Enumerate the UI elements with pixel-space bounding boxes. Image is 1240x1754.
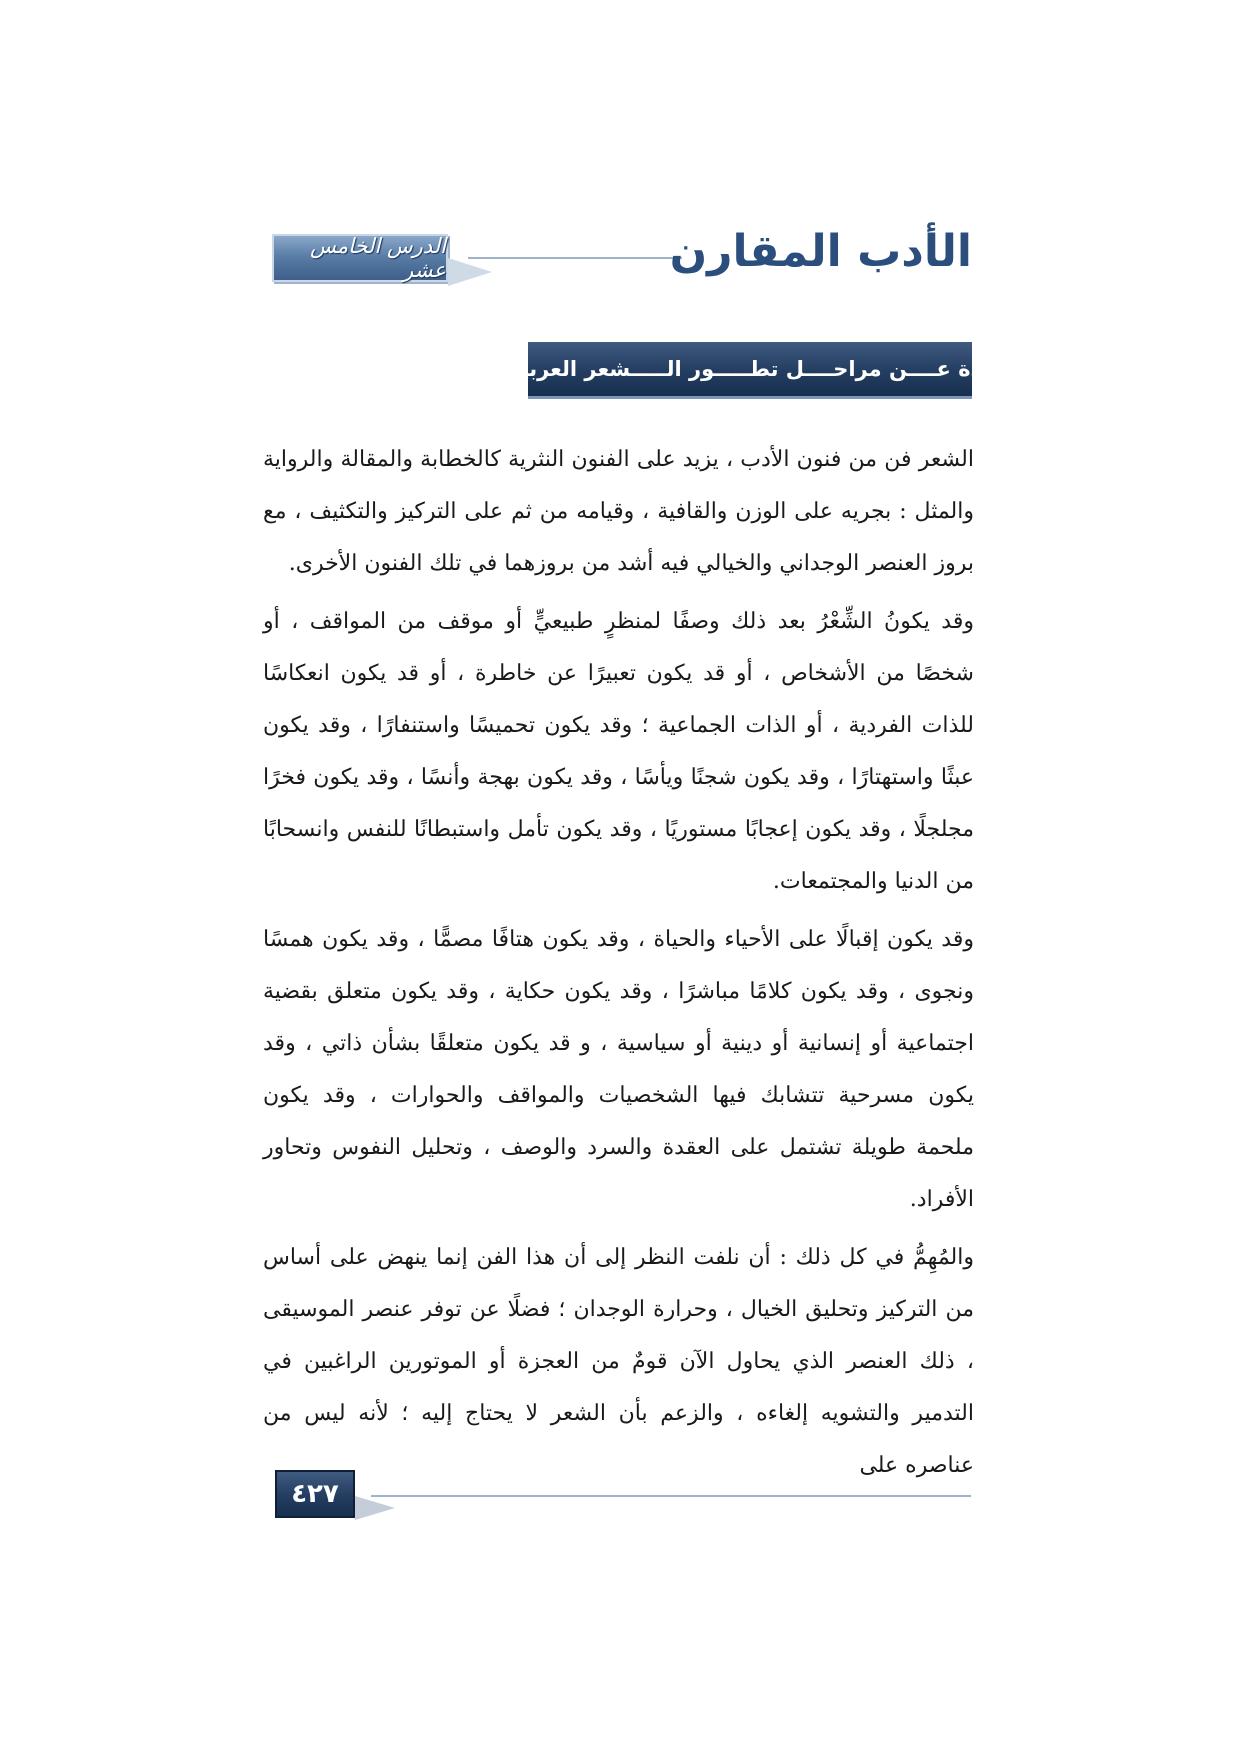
lesson-badge <box>272 234 448 282</box>
header-divider <box>468 257 682 259</box>
paragraph-3: وقد يكون إقبالًا على الأحياء والحياة ، وقد يكون هتافًا مصمًّا ، وقد يكون همسًا ونجوى ، وقد يكون كلامًا مباشرًا ، وقد يكون حكاية ، وقد يكون متعلق بقضية اجتماعية أو إنسانية أو دينية أو سياسية ، و قد يكون متعلقًا بشأن ذاتي ، وقد يكون مسرحية تتشابك فيها الشخصيات والمواقف والحوارات ، وقد يكون ملحمة طويلة تشتمل على العقدة والسرد والوصف ، وتحليل النفوس وتحاور الأفراد. <box>263 927 974 1212</box>
lesson-label: الدرس الخامس عشر <box>310 234 446 282</box>
section-banner <box>472 342 1028 399</box>
paragraph-4: والمُهِمُّ في كل ذلك : أن نلفت النظر إلى أن هذا الفن إنما ينهض على أساس من التركيز وتحليق الخيال ، وحرارة الوجدان ؛ فضلًا عن توفر عنصر الموسيقى ، ذلك العنصر الذي يحاول الآن قومٌ من العجزة أو الموتورين الراغبين في التدمير والتشويه إلغاءه ، والزعم بأن الشعر لا يحتاج إليه ؛ لأنه ليس من عناصره على <box>263 1245 975 1478</box>
page-header <box>272 228 972 288</box>
paragraph-1: الشعر فن من فنون الأدب ، يزيد على الفنون النثرية كالخطابة والمقالة والرواية والمثل : بجريه على الوزن والقافية ، وقيامه من ثم على التركيز والتكثيف ، مع بروز العنصر الوجداني والخيالي فيه أشد من بروزهما في تلك الفنون الأخرى. <box>263 447 974 576</box>
page-footer <box>275 1470 975 1522</box>
page-number: ٤٢٧ <box>291 1479 339 1509</box>
section-title: نبــــذة عــــن مراحــــل تطـــــور الـــــشعر العربـــــي <box>472 357 1028 381</box>
paragraph-2: وقد يكونُ الشِّعْرُ بعد ذلك وصفًا لمنظرٍ طبيعيٍّ أو موقف من المواقف ، أو شخصًا من الأشخاص ، أو قد يكون تعبيرًا عن خاطرة ، أو قد يكون انعكاسًا للذات الفردية ، أو الذات الجماعية ؛ وقد يكون تحميسًا واستنفارًا ، وقد يكون عبثًا واستهتارًا ، وقد يكون شجنًا ويأسًا ، وقد يكون بهجة وأنسًا ، وقد يكون فخرًا مجلجلًا ، وقد يكون إعجابًا مستوريًا ، وقد يكون تأمل واستبطانًا للنفس وانسحابًا من الدنيا والمجتمعات. <box>263 609 974 894</box>
footer-decoration-wedge <box>355 1496 395 1520</box>
footer-divider <box>371 1495 971 1497</box>
header-decoration-wedge <box>448 258 492 286</box>
book-title: الأدب المقارن <box>669 226 972 277</box>
body-text <box>263 434 974 1498</box>
page-number-badge <box>275 1470 355 1518</box>
